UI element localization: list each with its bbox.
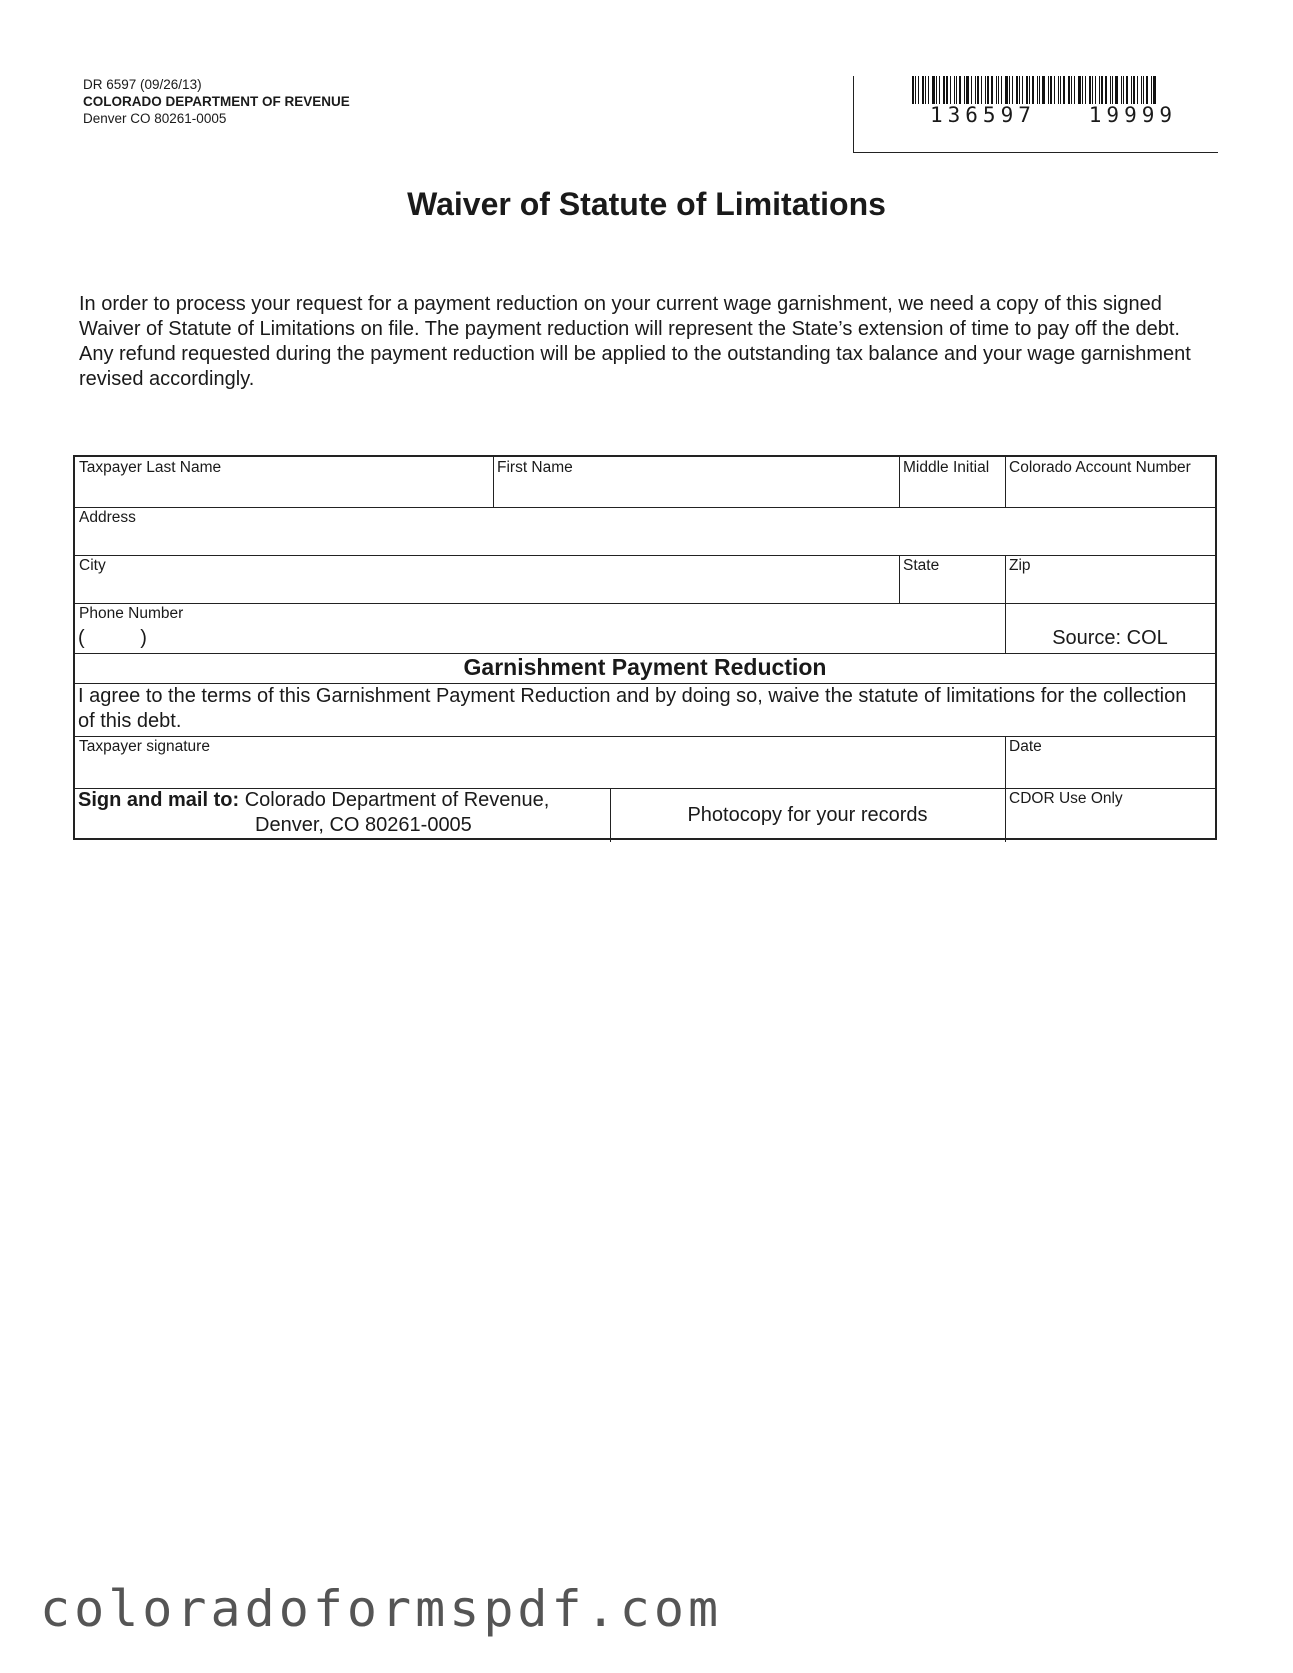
barcode-bar (1063, 76, 1065, 104)
barcode-bar (1099, 76, 1100, 104)
barcode-bar (1123, 76, 1124, 104)
form-id: DR 6597 (09/26/13) (83, 77, 202, 92)
account-number-field[interactable] (1005, 457, 1215, 507)
page-title: Waiver of Statute of Limitations (407, 186, 886, 222)
account-number-label: Colorado Account Number (1009, 459, 1191, 476)
barcode-bar (1089, 76, 1091, 104)
barcode-bar (936, 76, 937, 104)
barcode-bar (1131, 76, 1132, 104)
middle-initial-field[interactable] (899, 457, 1005, 507)
barcode-bar (987, 76, 989, 104)
barcode-bar (1126, 76, 1128, 104)
barcode-bar (1068, 76, 1070, 104)
agreement-text: I agree to the terms of this Garnishment Payment Reduction and by doing so, waive the statute of limitations for the collection of this debt. (78, 685, 1187, 732)
date-field[interactable] (1005, 736, 1215, 788)
source-text: Source: COL (1052, 627, 1168, 649)
barcode-bar (1082, 76, 1083, 104)
last-name-label: Taxpayer Last Name (79, 459, 222, 476)
barcode-bar (1143, 76, 1144, 104)
state-label: State (903, 557, 940, 574)
barcode-bar (915, 76, 916, 104)
signature-label: Taxpayer signature (79, 738, 210, 755)
barcode-bar (1039, 76, 1040, 104)
signature-field[interactable] (75, 736, 1005, 788)
address-label: Address (79, 509, 136, 526)
barcode-bar (996, 76, 997, 104)
barcode-bar (1105, 76, 1107, 104)
first-name-field[interactable] (493, 457, 899, 507)
mail-line-1: Colorado Department of Revenue, (244, 789, 550, 811)
barcode-bar (946, 76, 948, 104)
barcode-bar (939, 76, 940, 104)
barcode-bar (1022, 76, 1023, 104)
phone-field[interactable] (75, 603, 1005, 653)
barcode-bar (1060, 76, 1061, 104)
barcode-bar (1029, 76, 1030, 104)
barcode-bar (1074, 76, 1075, 104)
department-name: COLORADO DEPARTMENT OF REVENUE (83, 94, 350, 109)
barcode-bar (1071, 76, 1072, 104)
barcode-bar (1026, 76, 1028, 104)
barcode-bar (1019, 76, 1020, 104)
cdor-use-field (1005, 788, 1215, 842)
barcode-bar (1042, 76, 1045, 104)
barcode-bar (1121, 76, 1122, 104)
barcode-bar (925, 76, 926, 104)
barcode-bar (1110, 76, 1111, 104)
barcode-bar (998, 76, 999, 104)
barcode-bar (1137, 76, 1138, 104)
barcode-bar (918, 76, 919, 104)
barcode-bar (956, 76, 957, 104)
intro-paragraph-1: In order to process your request for a payment reduction on your current wage garnishment, we need a copy of this signed Waiver of Statute of Limitations on file. The payment reduction will represent the State’s extension of time to pay off the debt. (79, 293, 1180, 340)
barcode-bar (964, 76, 965, 104)
barcode-bar (1078, 76, 1081, 104)
state-field[interactable] (899, 555, 1005, 603)
barcode-bar (932, 76, 935, 104)
middle-initial-label: Middle Initial (903, 459, 990, 476)
barcode-bar (977, 76, 979, 104)
cdor-label: CDOR Use Only (1009, 790, 1123, 807)
barcode-bar (922, 76, 924, 104)
phone-label: Phone Number (79, 605, 184, 622)
barcode-bar (1101, 76, 1103, 104)
barcode-bar (943, 76, 945, 104)
form-header (83, 76, 350, 127)
mail-line-2: Denver, CO 80261-0005 (255, 814, 472, 836)
intro-paragraph-2: Any refund requested during the payment reduction will be applied to the outstanding tax balance and your wage garnishment revised accordingly. (79, 343, 1191, 390)
barcode-bar (1153, 76, 1156, 104)
barcode-bar (959, 76, 961, 104)
intro-text (79, 292, 1209, 392)
barcode-bar (971, 76, 972, 104)
barcode-bar (975, 76, 976, 104)
barcode-bar (1037, 76, 1038, 104)
mail-instructions (78, 788, 610, 842)
barcode-bar (1112, 76, 1113, 104)
barcode-bar (991, 76, 993, 104)
section-title: Garnishment Payment Reduction (463, 654, 827, 680)
barcode-bar (1009, 76, 1010, 104)
barcode-bar (1085, 76, 1086, 104)
barcode-bar (1005, 76, 1008, 104)
barcode-bar (1151, 76, 1152, 104)
barcode-bar (1048, 76, 1049, 104)
photocopy-note: Photocopy for your records (687, 804, 928, 826)
barcode-bar (1115, 76, 1118, 104)
barcode-bar (1095, 76, 1096, 104)
mail-bold-label: Sign and mail to: (78, 789, 240, 811)
barcode-bar (1032, 76, 1034, 104)
last-name-field[interactable] (75, 457, 493, 507)
barcode-image (912, 76, 1158, 104)
city-label: City (79, 557, 106, 574)
zip-field[interactable] (1005, 555, 1215, 603)
barcode-bar (985, 76, 986, 104)
department-address: Denver CO 80261-0005 (83, 111, 227, 126)
barcode-bar (966, 76, 969, 104)
barcode-bar (1141, 76, 1142, 104)
barcode-number: 136597 19999 (930, 103, 1178, 127)
barcode-bar (1001, 76, 1002, 104)
barcode-bar (1092, 76, 1093, 104)
barcode-bar (928, 76, 929, 104)
barcode-bar (1016, 76, 1018, 104)
watermark: coloradoformspdf.com (40, 1580, 723, 1638)
zip-label: Zip (1009, 557, 1031, 574)
barcode-bar (950, 76, 951, 104)
barcode-bar (1146, 76, 1148, 104)
barcode-bar (1133, 76, 1135, 104)
barcode-bar (1012, 76, 1013, 104)
barcode-box (853, 76, 1218, 153)
address-field[interactable] (75, 507, 1215, 555)
barcode-bar (1054, 76, 1055, 104)
date-label: Date (1009, 738, 1042, 755)
phone-area-code-parens: ( ) (78, 627, 147, 649)
waiver-form (73, 455, 1217, 840)
first-name-label: First Name (497, 459, 573, 476)
source-cell (1005, 603, 1215, 653)
city-field[interactable] (75, 555, 899, 603)
barcode-bar (1050, 76, 1052, 104)
barcode-bar (981, 76, 982, 104)
barcode-bar (912, 76, 914, 104)
barcode-bar (1058, 76, 1059, 104)
barcode-bar (954, 76, 955, 104)
